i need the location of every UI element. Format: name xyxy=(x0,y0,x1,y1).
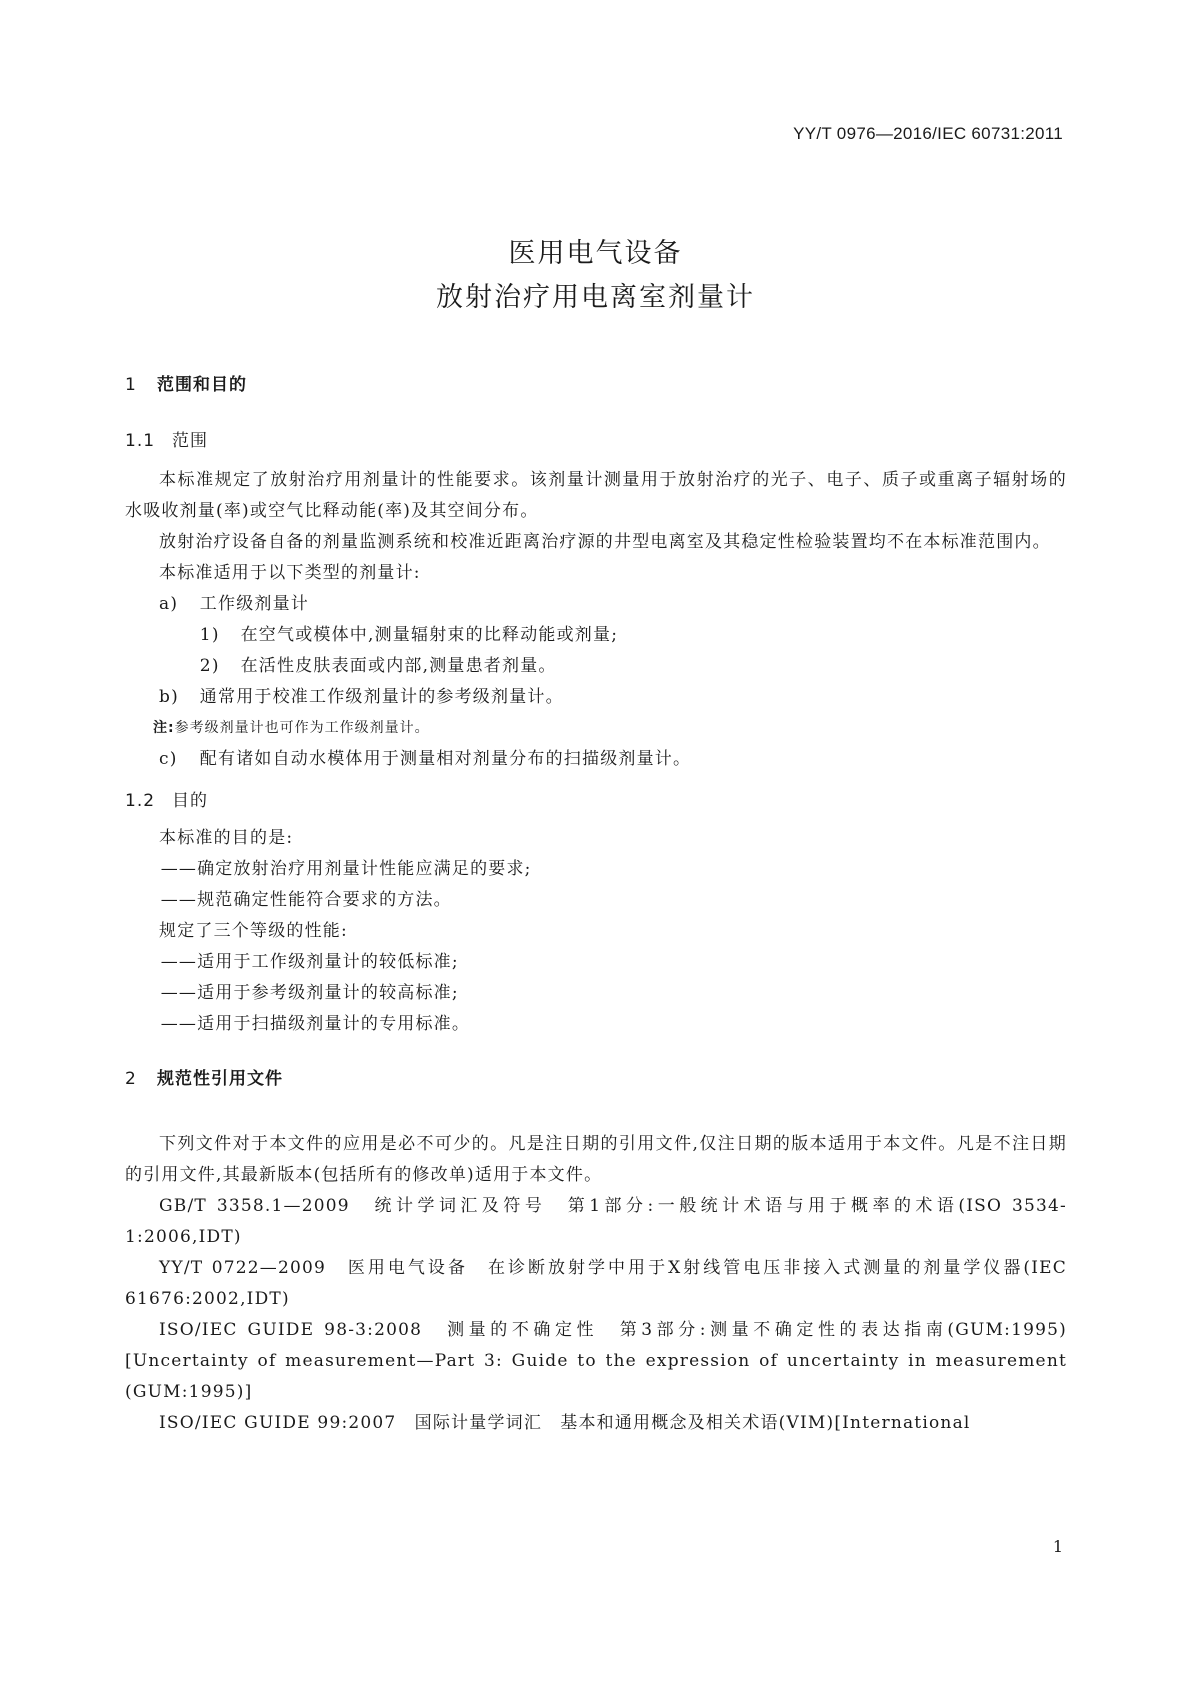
section-2-title: 规范性引用文件 xyxy=(157,1069,283,1089)
document-body xyxy=(125,370,1067,1439)
standard-code: YY/T 0976—2016/IEC 60731:2011 xyxy=(793,124,1063,143)
section-2-heading xyxy=(125,1064,1067,1089)
reference-4: ISO/IEC GUIDE 99:2007 国际计量学词汇 基本和通用概念及相关术语(VIM)[International xyxy=(159,1413,971,1433)
list-item-a2-text: 在活性皮肤表面或内部,测量患者剂量。 xyxy=(240,656,557,676)
note-text: 参考级剂量计也可作为工作级剂量计。 xyxy=(174,720,430,736)
scope-paragraph-3: 本标准适用于以下类型的剂量计: xyxy=(159,563,421,583)
list-item-a xyxy=(125,589,1067,620)
list-item-c-marker: c) xyxy=(159,749,178,769)
list-item-c-text: 配有诸如自动水模体用于测量相对剂量分布的扫描级剂量计。 xyxy=(199,749,692,769)
reference-1: GB/T 3358.1—2009 统计学词汇及符号 第1部分:一般统计术语与用于概率的术语(ISO 3534-1:2006,IDT) xyxy=(125,1196,1067,1247)
list-item-b xyxy=(125,682,1067,713)
list-item-a1-text: 在空气或模体中,测量辐射束的比释动能或剂量; xyxy=(240,625,619,645)
title-line-2: 放射治疗用电离室剂量计 xyxy=(436,282,755,313)
section-1-number: 1 xyxy=(125,375,137,395)
list-item-a2-marker: 2) xyxy=(199,656,220,676)
list-item-c xyxy=(125,744,1067,775)
section-1-1-title: 范围 xyxy=(172,431,208,451)
purpose-dash-3: ——适用于工作级剂量计的较低标准; xyxy=(160,952,459,972)
list-item-b-marker: b) xyxy=(159,687,179,707)
page-number: 1 xyxy=(1052,1537,1063,1556)
section-2-number: 2 xyxy=(125,1069,137,1089)
scope-paragraph-2: 放射治疗设备自备的剂量监测系统和校准近距离治疗源的井型电离室及其稳定性检验装置均不在本标准范围内。 xyxy=(159,532,1051,552)
section-1-title: 范围和目的 xyxy=(157,375,247,395)
purpose-dash-1: ——确定放射治疗用剂量计性能应满足的要求; xyxy=(160,859,532,879)
title-line-1: 医用电气设备 xyxy=(508,238,683,269)
list-item-b-text: 通常用于校准工作级剂量计的参考级剂量计。 xyxy=(199,687,564,707)
list-item-a1 xyxy=(125,620,1067,651)
list-item-a2 xyxy=(125,651,1067,682)
note xyxy=(125,713,1067,744)
note-label: 注: xyxy=(153,720,175,736)
list-item-a-text: 工作级剂量计 xyxy=(199,594,309,614)
purpose-paragraph-1: 本标准的目的是: xyxy=(159,828,294,848)
purpose-paragraph-2: 规定了三个等级的性能: xyxy=(159,921,348,941)
purpose-dash-4: ——适用于参考级剂量计的较高标准; xyxy=(160,983,459,1003)
section-1-heading xyxy=(125,370,1067,395)
section-1-2-number: 1.2 xyxy=(125,791,156,811)
purpose-dash-2: ——规范确定性能符合要求的方法。 xyxy=(160,890,452,910)
purpose-dash-5: ——适用于扫描级剂量计的专用标准。 xyxy=(160,1014,471,1034)
references-intro: 下列文件对于本文件的应用是必不可少的。凡是注日期的引用文件,仅注日期的版本适用于本文件。凡是不注日期的引用文件,其最新版本(包括所有的修改单)适用于本文件。 xyxy=(125,1134,1067,1185)
reference-3: ISO/IEC GUIDE 98-3:2008 测量的不确定性 第3部分:测量不确定性的表达指南(GUM:1995)[Uncertainty of measurement—Part 3: Guide to the expression of uncertainty in measurement (GUM:1995)] xyxy=(125,1320,1067,1402)
section-1-1-number: 1.1 xyxy=(125,431,156,451)
reference-2: YY/T 0722—2009 医用电气设备 在诊断放射学中用于X射线管电压非接入式测量的剂量学仪器(IEC 61676:2002,IDT) xyxy=(125,1258,1067,1309)
section-1-2-title: 目的 xyxy=(172,791,208,811)
section-1-1-heading xyxy=(125,426,1067,451)
scope-paragraph-1: 本标准规定了放射治疗用剂量计的性能要求。该剂量计测量用于放射治疗的光子、电子、质子或重离子辐射场的水吸收剂量(率)或空气比释动能(率)及其空间分布。 xyxy=(125,470,1067,521)
list-item-a-marker: a) xyxy=(159,594,179,614)
list-item-a1-marker: 1) xyxy=(199,625,220,645)
section-1-2-heading xyxy=(125,786,1067,811)
